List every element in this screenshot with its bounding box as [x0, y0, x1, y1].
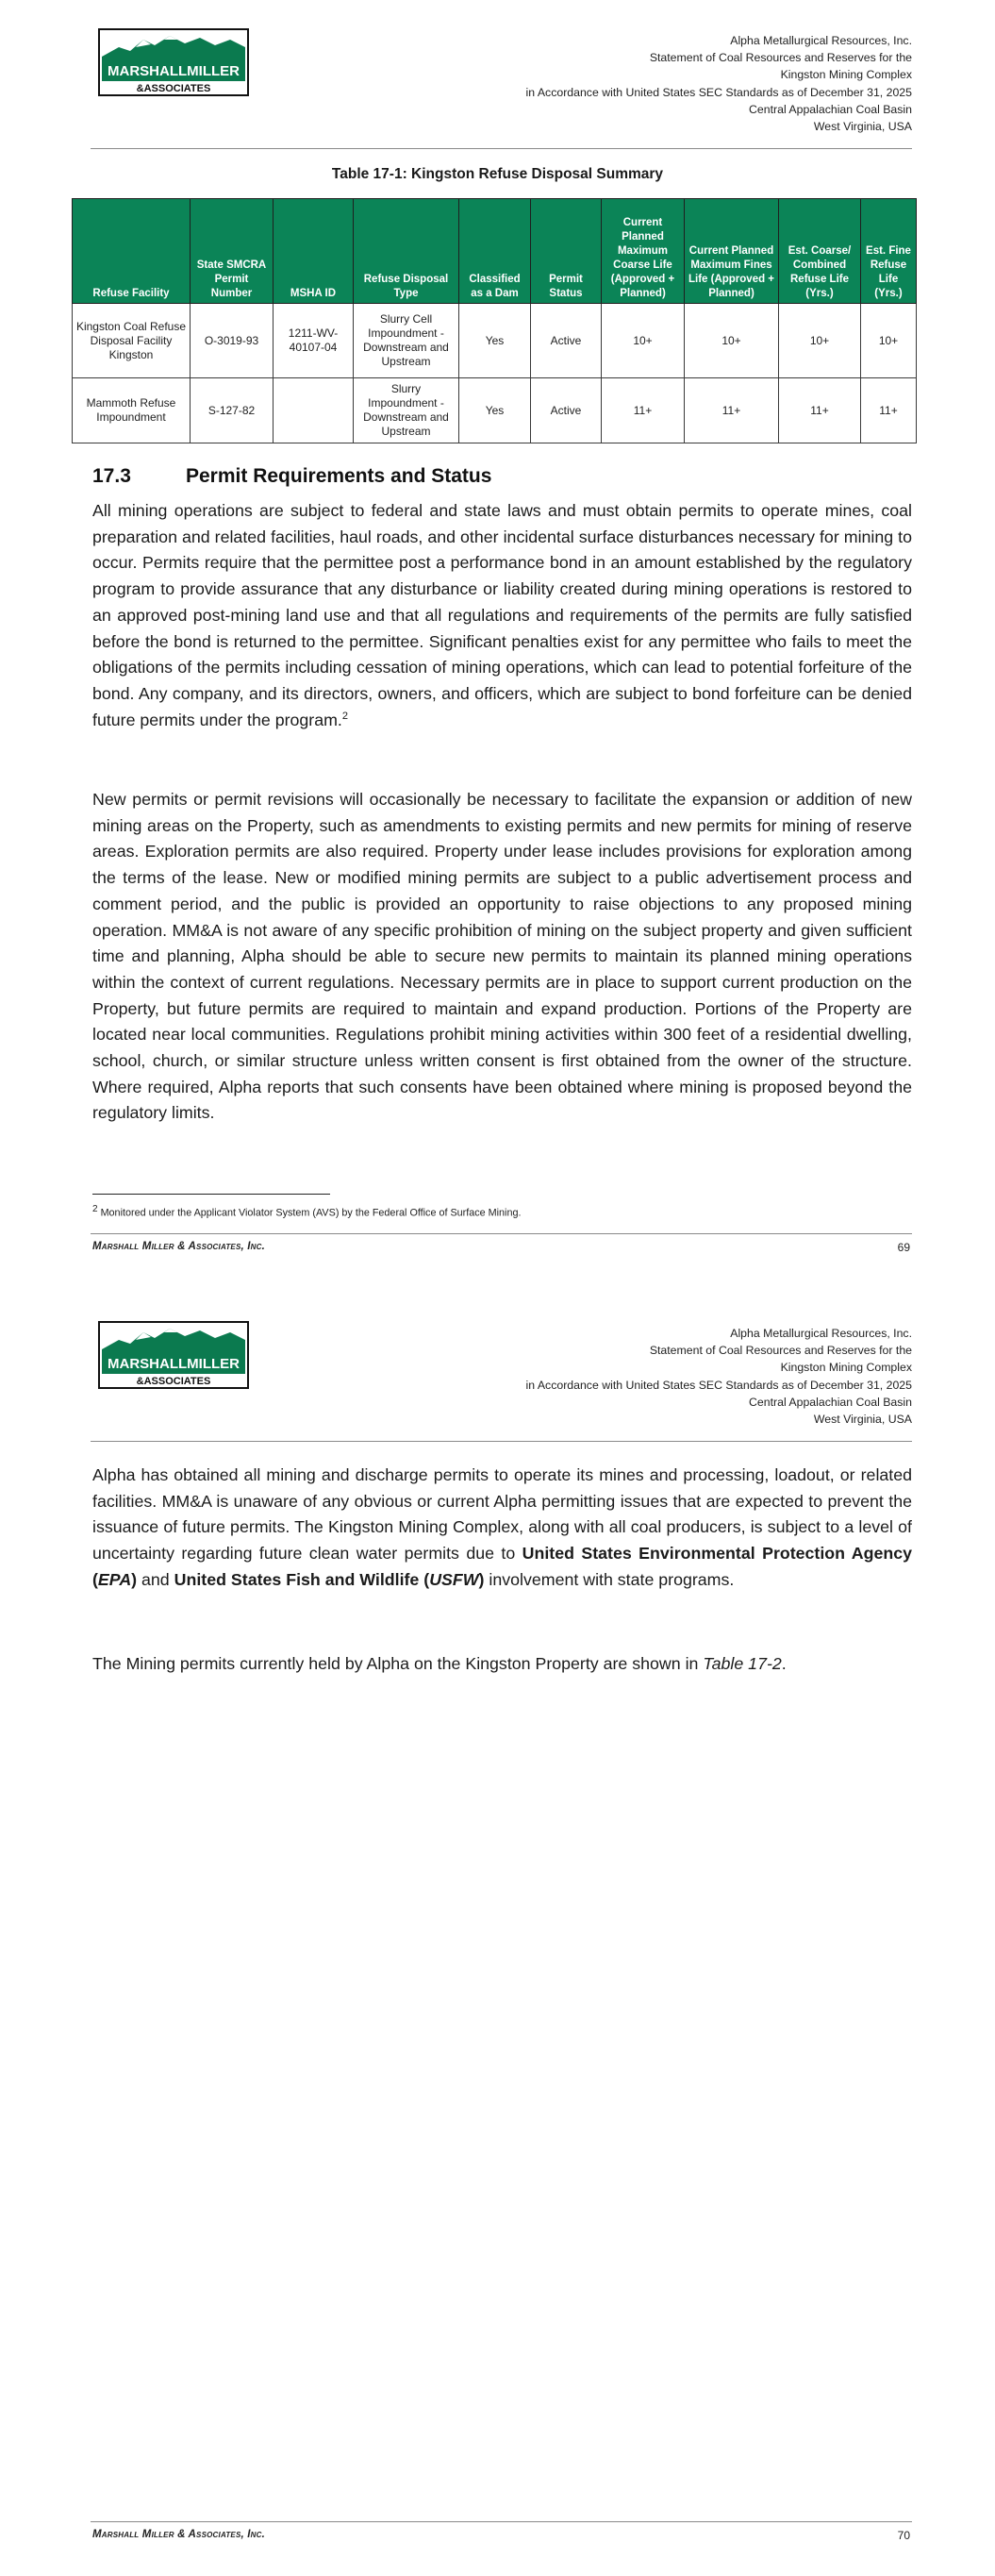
column-header: Current Planned Maximum Coarse Life (Approved + Planned) [602, 199, 685, 304]
footnote [92, 1204, 521, 1219]
header-line: West Virginia, USA [813, 1413, 912, 1427]
table-cell: 11+ [685, 378, 779, 443]
column-header: Current Planned Maximum Fines Life (Approved + Planned) [685, 199, 779, 304]
header-address-block [526, 32, 912, 135]
footer-divider [91, 2521, 912, 2522]
column-header: Est. Coarse/ Combined Refuse Life (Yrs.) [779, 199, 861, 304]
header-line: Kingston Mining Complex [780, 1361, 912, 1375]
table-cell: 10+ [861, 304, 917, 378]
table-cell: 11+ [602, 378, 685, 443]
marshall-miller-logo [98, 28, 249, 96]
table-cell: O-3019-93 [191, 304, 274, 378]
agency-epa-text: United States Environmental Protection Agency ( [92, 1544, 912, 1589]
footer-company: Marshall Miller & Associates, Inc. [92, 1241, 266, 1252]
page-70 [0, 1293, 995, 2576]
paragraph: New permits or permit revisions will occasionally be necessary to facilitate the expansion or addition of new mining areas on the Property, such as amendments to existing permits and new permits for mining of reserve areas. Exploration permits are also required. Property under lease includes provisions for exploration among the terms of the lease. New or modified mining permits are subject to a public advertisement process and comment period, and the public is provided an opportunity to raise objections to any proposed mining operation. MM&A is not aware of any specific prohibition of mining on the subject property and given sufficient time and planning, Alpha should be able to secure new permits to maintain its planned mining operations within the context of current regulations. Necessary permits are in place to support current production on the Property, but future permits are required to maintain and expand production. Portions of the Property are located near local communities. Regulations prohibit mining activities within 300 feet of a residential dwelling, school, church, or similar structure unless written consent is first obtained from the owner of the structure. Where required, Alpha reports that such consents have been obtained where mining is proposed beyond the regulatory limits. [92, 790, 912, 1123]
footnote-divider [92, 1194, 330, 1195]
table-header-row [73, 199, 917, 304]
header-divider [91, 148, 912, 149]
column-header: Est. Fine Refuse Life (Yrs.) [861, 199, 917, 304]
table-cell: Active [531, 304, 602, 378]
table-cell: Slurry Cell Impoundment - Downstream and Upstream [354, 304, 459, 378]
table-reference-link[interactable]: Table 17-2 [703, 1654, 782, 1673]
footer-divider [91, 1233, 912, 1234]
section-number: 17.3 [92, 465, 131, 487]
agency-usfw-text: United States Fish and Wildlife ( [174, 1569, 430, 1589]
header-line: Central Appalachian Coal Basin [749, 102, 912, 116]
header-line: Statement of Coal Resources and Reserves for the [649, 51, 912, 65]
header-company: Alpha Metallurgical Resources, Inc. [730, 34, 912, 47]
header-line: Central Appalachian Coal Basin [749, 1395, 912, 1409]
column-header: Classified as a Dam [459, 199, 531, 304]
table-row [73, 378, 917, 443]
column-header: MSHA ID [274, 199, 354, 304]
header-line: Kingston Mining Complex [780, 68, 912, 82]
table-row [73, 304, 917, 378]
agency-abbreviation: EPA [97, 1569, 132, 1589]
table-cell: S-127-82 [191, 378, 274, 443]
footnote-mark: 2 [92, 1204, 98, 1214]
header-divider [91, 1441, 912, 1442]
paragraph-text: involvement with state programs. [484, 1569, 735, 1589]
table-cell [274, 378, 354, 443]
table-cell: Mammoth Refuse Impoundment [73, 378, 191, 443]
footnote-text: Monitored under the Applicant Violator System (AVS) by the Federal Office of Surface Mining. [100, 1207, 522, 1219]
table-cell: 11+ [861, 378, 917, 443]
column-header: Refuse Facility [73, 199, 191, 304]
table-cell: Kingston Coal Refuse Disposal Facility Kingston [73, 304, 191, 378]
paragraph [92, 1463, 912, 1594]
header-line: in Accordance with United States SEC Standards as of December 31, 2025 [525, 85, 912, 99]
refuse-disposal-table [72, 198, 917, 443]
paragraph [92, 1651, 912, 1678]
table-cell: 10+ [685, 304, 779, 378]
paragraph [92, 498, 912, 733]
agency-abbreviation: USFW [429, 1569, 479, 1589]
paragraph-text: and [137, 1569, 174, 1589]
paragraph-text: All mining operations are subject to federal and state laws and must obtain permits to operate mines, coal preparation and related facilities, haul roads, and other incidental surface disturbances necessary for mining to occur. Permits require that the permittee post a performance bond in an amount established by the regulatory program to provide assurance that any disturbance or liability created during mining operations is restored to an approved post-mining land use and that all regulations and requirements of the permits are fully satisfied before the bond is returned to the permittee. Significant penalties exist for any permittee who fails to meet the obligations of the permits including cessation of mining operations, which can lead to potential forfeiture of the bond. Any company, and its directors, owners, and officers, which are subject to bond forfeiture can be denied future permits under the program. [92, 501, 912, 729]
agency-usfw-close: ) [478, 1569, 485, 1589]
column-header: Permit Status [531, 199, 602, 304]
svg-text:&ASSOCIATES: &ASSOCIATES [136, 1376, 211, 1387]
page-number: 70 [897, 2529, 910, 2542]
svg-text:MARSHALLMILLER: MARSHALLMILLER [108, 63, 240, 79]
header-line: Statement of Coal Resources and Reserves for the [649, 1344, 912, 1358]
table-cell: Slurry Impoundment - Downstream and Upstream [354, 378, 459, 443]
paragraph-text: Alpha has obtained all mining and discharge permits to operate its mines and processing, loadout, or related facilities. MM&A is unaware of any obvious or current Alpha permitting issues that are expected to prevent the issuance of future permits. The Kingston Mining Complex, along with all coal producers, is subject to a level of uncertainty regarding future clean water permits due to [92, 1465, 912, 1564]
footnote-reference[interactable]: 2 [341, 710, 348, 722]
agency-name [174, 1570, 485, 1589]
table-cell: 11+ [779, 378, 861, 443]
footer-company: Marshall Miller & Associates, Inc. [92, 2529, 266, 2540]
table-title: Table 17-1: Kingston Refuse Disposal Summary [331, 166, 664, 182]
header-address-block [526, 1325, 912, 1428]
page-header [0, 1293, 995, 1444]
table-cell: Yes [459, 304, 531, 378]
column-header: State SMCRA Permit Number [191, 199, 274, 304]
page-number: 69 [897, 1241, 910, 1254]
header-company: Alpha Metallurgical Resources, Inc. [730, 1327, 912, 1340]
agency-epa-close: ) [131, 1569, 138, 1589]
marshall-miller-logo [98, 1321, 249, 1389]
table-cell: 10+ [779, 304, 861, 378]
paragraph-text: . [781, 1654, 787, 1673]
paragraph-text: The Mining permits currently held by Alpha on the Kingston Property are shown in [92, 1654, 704, 1673]
column-header: Refuse Disposal Type [354, 199, 459, 304]
table-cell: Yes [459, 378, 531, 443]
table-cell: 10+ [602, 304, 685, 378]
section-title: Permit Requirements and Status [186, 465, 492, 487]
page-header [0, 0, 995, 151]
header-line: West Virginia, USA [813, 120, 912, 134]
svg-text:&ASSOCIATES: &ASSOCIATES [136, 83, 211, 94]
header-line: in Accordance with United States SEC Standards as of December 31, 2025 [525, 1378, 912, 1392]
section-heading [92, 465, 491, 488]
table-cell: Active [531, 378, 602, 443]
svg-text:MARSHALLMILLER: MARSHALLMILLER [108, 1356, 240, 1372]
table-cell: 1211-WV-40107-04 [274, 304, 354, 378]
